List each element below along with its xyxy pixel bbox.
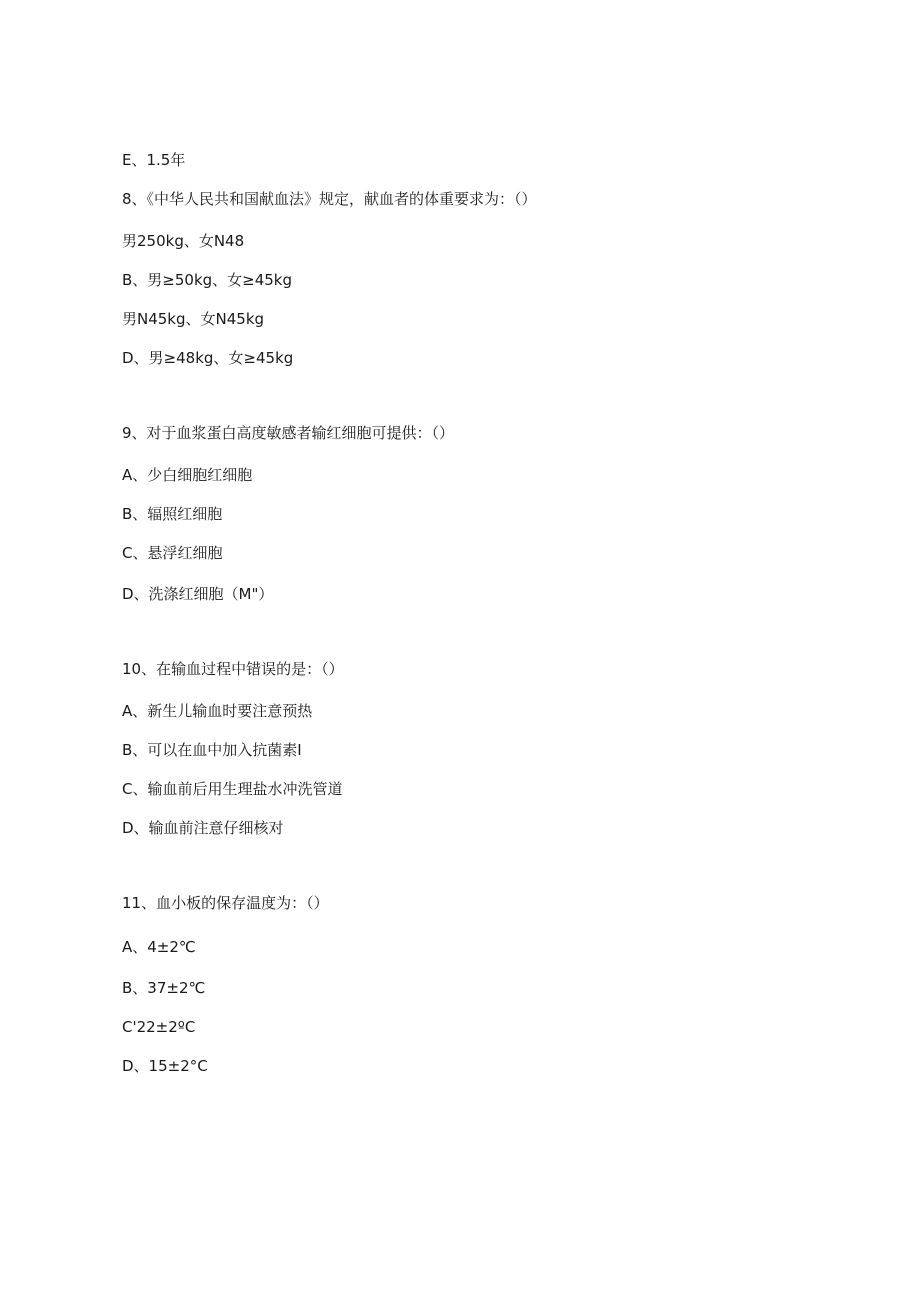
q10-option-d: D、输血前注意仔细核对	[122, 819, 284, 837]
q11-option-a: A、4±2℃	[122, 938, 196, 956]
q10-option-b: B、可以在血中加入抗菌素I	[122, 741, 302, 759]
q9-option-d: D、洗涤红细胞（M"）	[122, 585, 274, 603]
q8-option-b: B、男≥50kg、女≥45kg	[122, 271, 293, 289]
q9-option-b: B、辐照红细胞	[122, 505, 223, 523]
q8-option-d: D、男≥48kg、女≥45kg	[122, 349, 294, 367]
q8-option-c: 男N45kg、女N45kg	[122, 310, 265, 328]
q9-question: 9、对于血浆蛋白高度敏感者输红细胞可提供：（）	[122, 424, 455, 442]
q11-question: 11、血小板的保存温度为：（）	[122, 894, 329, 912]
q7-option-e: E、1.5年	[122, 151, 186, 169]
q11-option-c: C'22±2ºC	[122, 1018, 196, 1036]
q8-option-a: 男250kg、女N48	[122, 232, 245, 250]
q10-question: 10、在输血过程中错误的是：（）	[122, 660, 344, 678]
q9-option-a: A、少白细胞红细胞	[122, 466, 253, 484]
q9-option-c: C、悬浮红细胞	[122, 544, 223, 562]
q10-option-a: A、新生儿输血时要注意预热	[122, 702, 313, 720]
q11-option-d: D、15±2°C	[122, 1057, 208, 1075]
q10-option-c: C、输血前后用生理盐水冲洗管道	[122, 780, 343, 798]
q11-option-b: B、37±2℃	[122, 979, 206, 997]
q8-question: 8、《中华人民共和国献血法》规定，献血者的体重要求为：（）	[122, 190, 537, 208]
